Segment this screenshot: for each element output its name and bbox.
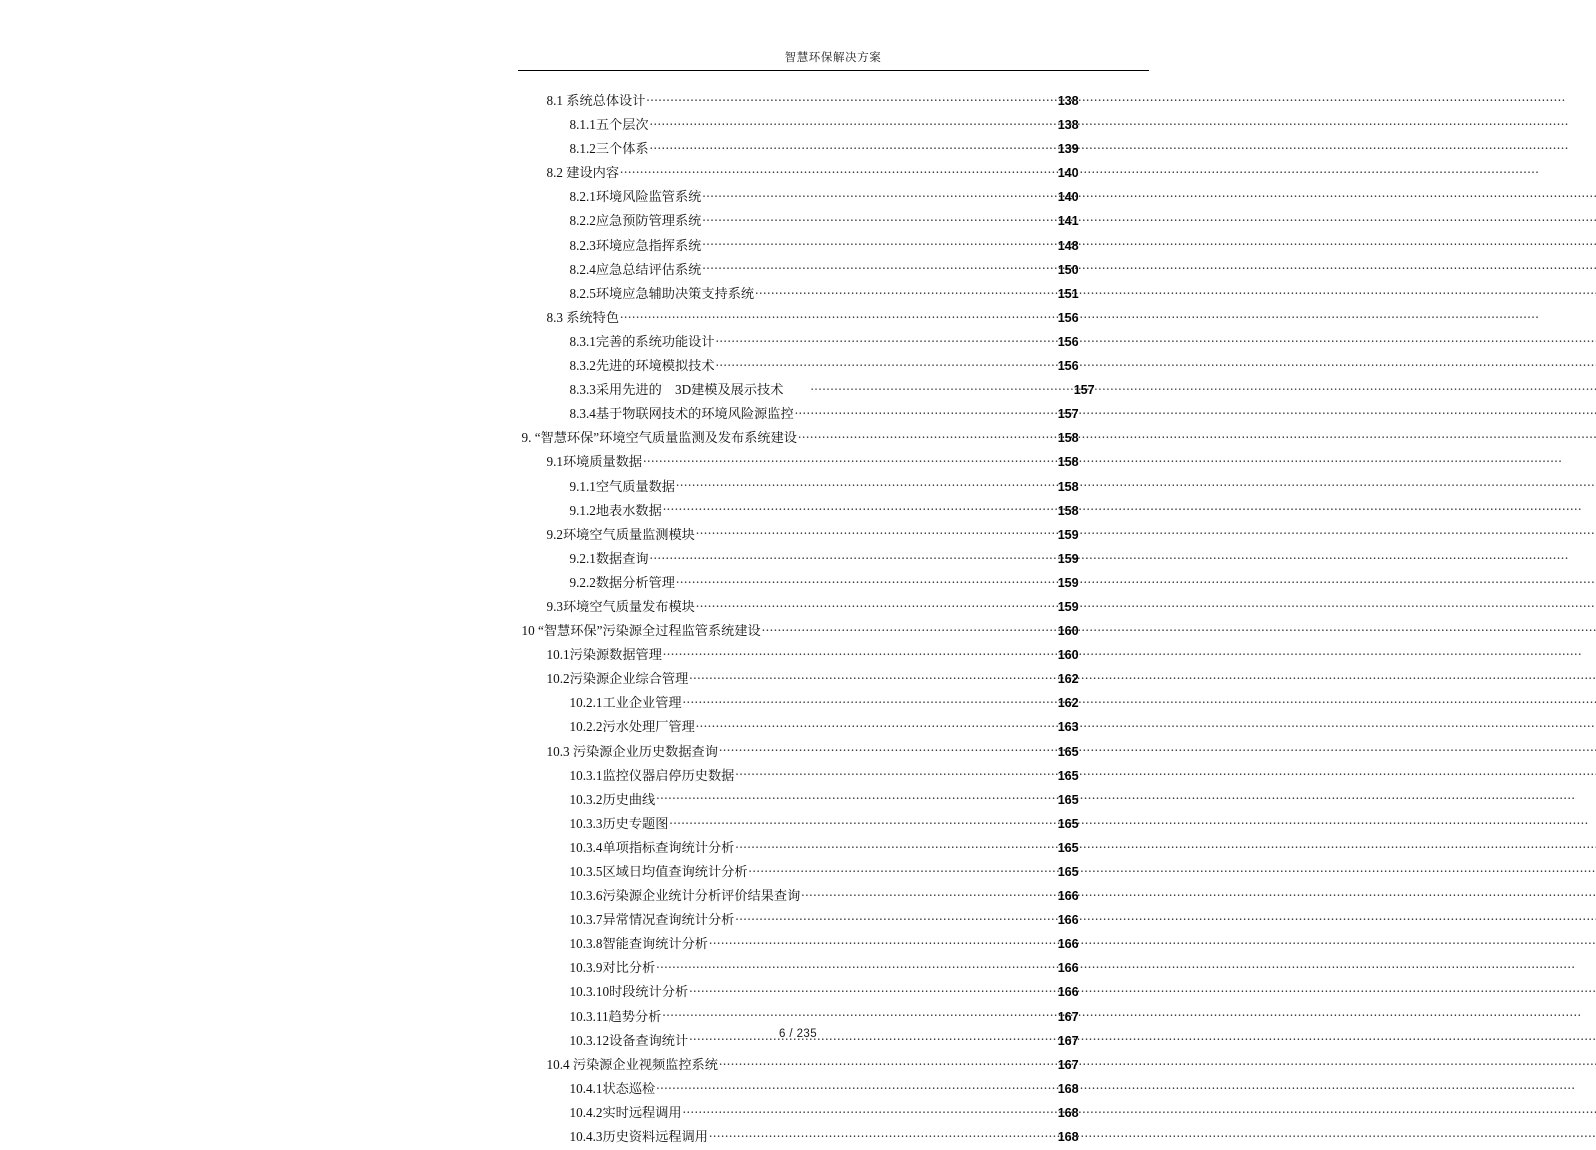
header-divider (518, 70, 1149, 71)
toc-entry-label: 9.3环境空气质量发布模块 (546, 598, 695, 614)
toc-entry-label: 10.1污染源数据管理 (546, 647, 662, 663)
toc-entry[interactable] (402, 692, 1195, 716)
toc-entry-page-number: 167 (1057, 1057, 1079, 1072)
toc-entry-page-number: 150 (1057, 262, 1079, 277)
toc-leader-dots (676, 574, 1057, 587)
toc-entry[interactable] (402, 933, 1195, 957)
toc-entry-page-number: 156 (1057, 334, 1079, 349)
toc-entry-label: 8.2.4应急总结评估系统 (569, 261, 702, 277)
toc-entry-label: 10.4 污染源企业视频监控系统 (546, 1056, 718, 1072)
toc-entry-label: 8.2.1环境风险监管系统 (569, 189, 702, 205)
toc-entry[interactable] (402, 644, 1195, 668)
toc-entry-page-number: 140 (1057, 166, 1079, 181)
toc-entry-page-number: 162 (1057, 672, 1079, 687)
toc-entry-page-number: 166 (1057, 913, 1079, 928)
toc-entry-label: 9.1.2地表水数据 (569, 502, 662, 518)
toc-entry[interactable] (402, 909, 1195, 933)
toc-leader-dots (646, 92, 1056, 105)
toc-entry[interactable] (402, 307, 1195, 331)
page-number-indicator: 6 / 235 (779, 1028, 817, 1040)
document-page (402, 0, 1195, 1145)
toc-entry-page-number: 168 (1057, 1105, 1079, 1120)
toc-leader-dots (696, 598, 1057, 611)
toc-entry[interactable] (402, 331, 1195, 355)
toc-entry-page-number: 156 (1057, 359, 1079, 374)
toc-entry-page-number: 162 (1057, 696, 1079, 711)
toc-entry-label: 10.4.1状态巡检 (569, 1080, 656, 1096)
toc-entry-page-number: 138 (1057, 94, 1079, 108)
toc-entry-label: 9.1环境质量数据 (546, 454, 643, 470)
toc-entry[interactable] (402, 476, 1195, 500)
toc-entry-page-number: 166 (1057, 985, 1079, 1000)
toc-entry-label: 8.1.2三个体系 (569, 141, 649, 157)
toc-entry-label: 10.3.1监控仪器启停历史数据 (569, 767, 735, 783)
toc-entry-label: 10.3.4单项指标查询统计分析 (569, 839, 735, 855)
toc-entry[interactable] (402, 235, 1195, 259)
toc-leader-dots (735, 839, 1056, 852)
toc-entry-label: 10.4.3历史资料远程调用 (569, 1129, 708, 1145)
toc-leader-dots (620, 309, 1057, 322)
toc-leader-dots (709, 935, 1057, 948)
toc-entry-page-number: 156 (1057, 310, 1079, 325)
toc-leader-dots (669, 815, 1056, 828)
toc-entry-page-number: 157 (1073, 383, 1095, 398)
toc-leader-dots (735, 766, 1056, 779)
toc-leader-dots (702, 236, 1056, 249)
toc-entry-page-number: 148 (1057, 238, 1079, 253)
toc-entry-page-number: 139 (1057, 142, 1079, 157)
toc-entry[interactable] (402, 548, 1195, 572)
toc-leader-dots (643, 453, 1057, 466)
toc-entry-label: 9. “智慧环保”环境空气质量监测及发布系统建设 (521, 430, 797, 446)
toc-leader-dots (662, 1007, 1056, 1020)
toc-leader-dots (656, 1080, 1057, 1093)
toc-entry[interactable] (402, 524, 1195, 548)
toc-entry-label: 10.3.10时段统计分析 (569, 984, 689, 1000)
toc-entry-label: 10.3.11趋势分析 (569, 1008, 662, 1024)
toc-entry-label: 9.2.2数据分析管理 (569, 574, 675, 590)
toc-leader-dots (702, 212, 1056, 225)
toc-entry[interactable] (402, 620, 1195, 644)
toc-entry[interactable] (402, 162, 1195, 186)
page-footer (402, 1024, 1195, 1042)
toc-entry[interactable] (402, 379, 1195, 403)
toc-leader-dots (735, 911, 1056, 924)
toc-entry-page-number: 159 (1057, 575, 1079, 590)
toc-entry[interactable] (402, 837, 1195, 861)
toc-entry-page-number: 167 (1057, 1033, 1079, 1048)
toc-entry-page-number: 165 (1057, 816, 1079, 831)
toc-entry[interactable] (402, 1054, 1195, 1078)
toc-entry-label: 8.3.2先进的环境模拟技术 (569, 358, 715, 374)
toc-entry[interactable] (402, 861, 1195, 885)
toc-entry-page-number: 160 (1057, 624, 1079, 639)
toc-entry[interactable] (402, 596, 1195, 620)
toc-entry-page-number: 165 (1057, 840, 1079, 855)
toc-leader-dots (650, 116, 1057, 129)
toc-entry-page-number: 160 (1057, 648, 1079, 663)
toc-entry-label: 10.2污染源企业综合管理 (546, 671, 689, 687)
toc-leader-dots (719, 1056, 1057, 1069)
toc-leader-dots (696, 526, 1057, 539)
toc-entry-page-number: 138 (1057, 118, 1079, 133)
toc-entry-label: 8.3.1完善的系统功能设计 (569, 333, 715, 349)
toc-entry-page-number: 165 (1057, 865, 1079, 879)
toc-entry-page-number: 159 (1057, 599, 1079, 614)
toc-entry-page-number: 159 (1057, 551, 1079, 566)
toc-leader-dots (702, 260, 1056, 273)
toc-entry[interactable] (402, 741, 1195, 765)
toc-entry-page-number: 166 (1057, 889, 1079, 904)
toc-entry[interactable] (402, 210, 1195, 234)
toc-entry-label: 10.3.3历史专题图 (569, 815, 669, 831)
toc-entry-page-number: 168 (1057, 1081, 1079, 1096)
toc-entry-page-number: 157 (1057, 407, 1079, 422)
toc-entry-page-number: 165 (1057, 768, 1079, 783)
toc-entry[interactable] (402, 90, 1195, 114)
toc-entry-label: 10.3.7异常情况查询统计分析 (569, 912, 735, 928)
toc-leader-dots (702, 188, 1056, 201)
toc-entry-label: 8.2 建设内容 (546, 165, 620, 181)
toc-entry[interactable] (402, 1078, 1195, 1102)
toc-entry[interactable] (402, 259, 1195, 283)
toc-leader-dots (784, 381, 1072, 394)
toc-leader-dots (620, 164, 1057, 177)
toc-entry-page-number: 166 (1057, 937, 1079, 952)
toc-entry[interactable] (402, 885, 1195, 909)
toc-entry[interactable] (402, 765, 1195, 789)
toc-leader-dots (755, 285, 1057, 298)
toc-leader-dots (716, 357, 1057, 370)
toc-leader-dots (709, 1128, 1057, 1141)
toc-entry-page-number: 159 (1057, 527, 1079, 542)
toc-leader-dots (663, 501, 1057, 514)
toc-leader-dots (676, 477, 1057, 490)
toc-entry-label: 8.1 系统总体设计 (546, 93, 646, 108)
toc-leader-dots (689, 670, 1057, 683)
toc-leader-dots (762, 622, 1057, 635)
toc-entry-page-number: 158 (1057, 479, 1079, 494)
toc-entry-label: 10.2.1工业企业管理 (569, 695, 682, 711)
toc-entry[interactable] (402, 789, 1195, 813)
toc-entry[interactable] (402, 114, 1195, 138)
toc-leader-dots (656, 791, 1057, 804)
toc-leader-dots (650, 550, 1057, 563)
toc-entry-label: 10.3.12设备查询统计 (569, 1032, 689, 1048)
toc-entry[interactable] (402, 283, 1195, 307)
toc-entry[interactable] (402, 1102, 1195, 1126)
header-title: 智慧环保解决方案 (784, 52, 882, 64)
toc-entry-page-number: 163 (1057, 720, 1079, 735)
toc-entry-label: 10.3 污染源企业历史数据查询 (546, 743, 718, 759)
toc-entry-page-number: 168 (1057, 1130, 1079, 1145)
toc-entry-label: 8.1.1五个层次 (569, 117, 649, 133)
toc-leader-dots (719, 742, 1057, 755)
toc-entry[interactable] (402, 668, 1195, 692)
toc-entry-label: 8.3.3采用先进的 3D建模及展示技术 (569, 382, 784, 398)
toc-entry-label: 10.3.8智能查询统计分析 (569, 936, 708, 952)
toc-entry-page-number: 158 (1057, 503, 1079, 518)
toc-entry[interactable] (402, 427, 1195, 451)
toc-entry[interactable] (402, 500, 1195, 524)
toc-entry-label: 8.3.4基于物联网技术的环境风险源监控 (569, 406, 794, 422)
toc-entry-page-number: 165 (1057, 792, 1079, 807)
toc-entry-page-number: 165 (1057, 744, 1079, 759)
toc-leader-dots (683, 694, 1057, 707)
toc-entry-label: 10.3.2历史曲线 (569, 791, 656, 807)
toc-entry-label: 10.3.6污染源企业统计分析评价结果查询 (569, 888, 801, 904)
toc-entry[interactable] (402, 403, 1195, 427)
toc-entry-label: 10.3.9对比分析 (569, 960, 656, 976)
toc-entry-label: 10 “智慧环保”污染源全过程监管系统建设 (521, 623, 761, 639)
toc-entry-label: 8.2.5环境应急辅助决策支持系统 (569, 285, 755, 301)
toc-entry-page-number: 166 (1057, 961, 1079, 976)
toc-entry[interactable] (402, 957, 1195, 981)
toc-entry[interactable] (402, 138, 1195, 162)
toc-entry[interactable] (402, 355, 1195, 379)
toc-leader-dots (683, 1104, 1057, 1117)
toc-entry-label: 10.3.5区域日均值查询统计分析 (569, 864, 748, 879)
toc-entry[interactable] (402, 572, 1195, 596)
toc-entry-page-number: 158 (1057, 455, 1079, 470)
toc-entry-page-number: 151 (1057, 286, 1079, 301)
toc-leader-dots (656, 959, 1057, 972)
toc-entry-label: 9.2环境空气质量监测模块 (546, 526, 695, 542)
toc-entry-page-number: 141 (1057, 214, 1079, 229)
table-of-contents (402, 90, 1195, 1150)
page-header (518, 50, 1149, 71)
toc-entry[interactable] (402, 981, 1195, 1005)
toc-entry[interactable] (402, 716, 1195, 740)
toc-entry-label: 8.2.3环境应急指挥系统 (569, 237, 702, 253)
toc-entry-page-number: 158 (1057, 431, 1079, 446)
toc-leader-dots (801, 887, 1057, 900)
toc-entry[interactable] (402, 1126, 1195, 1150)
toc-leader-dots (749, 863, 1057, 876)
toc-entry[interactable] (402, 813, 1195, 837)
toc-leader-dots (689, 983, 1057, 996)
toc-entry-label: 10.4.2实时远程调用 (569, 1104, 682, 1120)
toc-entry-label: 9.2.1数据查询 (569, 550, 649, 566)
toc-leader-dots (716, 333, 1057, 346)
toc-entry-page-number: 140 (1057, 190, 1079, 205)
toc-leader-dots (650, 140, 1057, 153)
toc-entry-label: 10.2.2污水处理厂管理 (569, 719, 695, 735)
toc-entry[interactable] (402, 451, 1195, 475)
toc-entry-label: 9.1.1空气质量数据 (569, 478, 675, 494)
toc-leader-dots (795, 405, 1057, 418)
toc-leader-dots (696, 718, 1057, 731)
toc-leader-dots (663, 646, 1057, 659)
toc-entry-label: 8.2.2应急预防管理系统 (569, 213, 702, 229)
toc-leader-dots (798, 429, 1057, 442)
toc-entry[interactable] (402, 186, 1195, 210)
toc-entry-label: 8.3 系统特色 (546, 309, 620, 325)
toc-entry-page-number: 167 (1057, 1009, 1079, 1024)
